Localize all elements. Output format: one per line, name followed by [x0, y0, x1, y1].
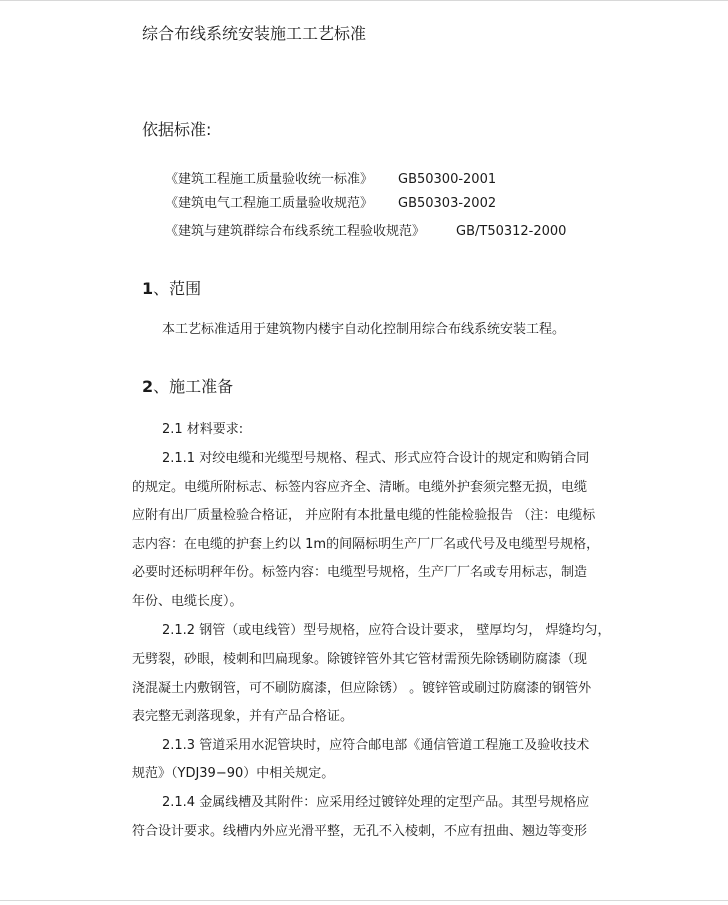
- subsection-2-1: 2.1 材料要求:: [162, 422, 244, 437]
- body-line: 规范》（YDJ39−90）中相关规定。: [132, 766, 335, 781]
- section-1-title: 、范围: [153, 279, 202, 298]
- body-line: 志内容：在电缆的护套上约以 1m的间隔标明生产厂厂名或代号及电缆型号规格，: [132, 537, 600, 552]
- body-line: 2.1.2 钢管（或电线管）型号规格，应符合设计要求， 壁厚均匀， 焊缝均匀，: [162, 623, 611, 638]
- page-top-edge: [0, 0, 728, 1]
- reference-name: 《建筑与建筑群综合布线系统工程验收规范》: [165, 224, 426, 239]
- body-line: 2.1.3 管道采用水泥管块时，应符合邮电部《通信管道工程施工及验收技术: [162, 738, 590, 753]
- body-line: 的规定。电缆所附标志、标签内容应齐全、清晰。电缆外护套须完整无损，电缆: [132, 480, 588, 495]
- basis-heading: 依据标准:: [142, 120, 212, 139]
- reference-code: GB50300-2001: [398, 172, 497, 187]
- body-line: 浇混凝土内敷钢管，可不刷防腐漆，但应除锈） 。镀锌管或刷过防腐漆的钢管外: [132, 681, 592, 696]
- body-line: 表完整无剥落现象，并有产品合格证。: [132, 709, 354, 724]
- reference-code: GB50303-2002: [398, 196, 497, 211]
- reference-name: 《建筑工程施工质量验收统一标准》: [165, 172, 374, 187]
- body-line: 2.1.1 对绞电缆和光缆型号规格、程式、形式应符合设计的规定和购销合同: [162, 451, 590, 466]
- section-2-heading: [142, 379, 233, 395]
- document-title: 综合布线系统安装施工工艺标准: [142, 24, 367, 43]
- body-line: 应附有出厂质量检验合格证， 并应附有本批量电缆的性能检验报告 （注：电缆标: [132, 508, 596, 523]
- section-2-number: 2: [142, 377, 154, 396]
- page-bottom-edge: [0, 900, 728, 901]
- body-line: 必要时还标明秤年份。标签内容：电缆型号规格，生产厂厂名或专用标志，制造: [132, 565, 588, 580]
- body-line: 无劈裂，砂眼，棱刺和凹扁现象。除镀锌管外其它管材需预先除锈刷防腐漆（现: [132, 652, 588, 667]
- section-1-text: 本工艺标准适用于建筑物内楼宇自动化控制用综合布线系统安装工程。: [162, 322, 566, 337]
- section-2-title: 、施工准备: [153, 377, 234, 396]
- reference-code: GB/T50312-2000: [456, 224, 567, 239]
- reference-name: 《建筑电气工程施工质量验收规范》: [165, 196, 374, 211]
- body-line: 年份、电缆长度）。: [132, 594, 243, 609]
- section-1-heading: [142, 281, 201, 297]
- body-line: 符合设计要求。线槽内外应光滑平整，无孔不入棱刺，不应有扭曲、翘边等变形: [132, 824, 588, 839]
- body-line: 2.1.4 金属线槽及其附件：应采用经过镀锌处理的定型产品。其型号规格应: [162, 795, 590, 810]
- section-1-number: 1: [142, 279, 154, 298]
